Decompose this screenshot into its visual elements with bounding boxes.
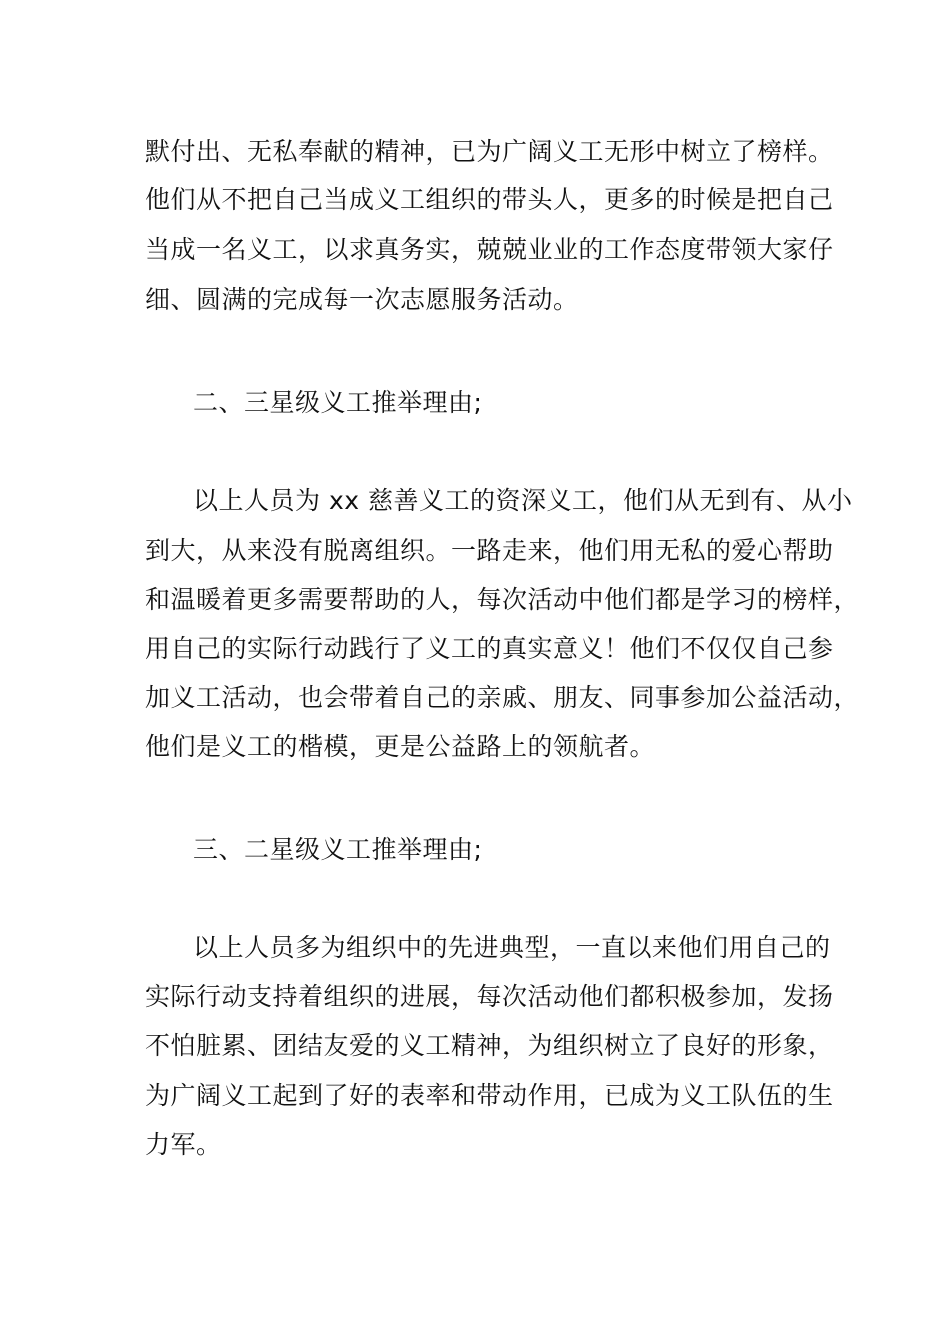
paragraph-1-line: 当成一名义工，以求真务实，兢兢业业的工作态度带领大家仔 (145, 235, 834, 264)
section-heading-3: 三、二星级义工推举理由; (193, 835, 483, 864)
paragraph-2-line: 用自己的实际行动践行了义工的真实意义！他们不仅仅自己参 (145, 634, 834, 663)
paragraph-1-line: 默付出、无私奉献的精神，已为广阔义工无形中树立了榜样。 (145, 137, 834, 166)
section-heading-2: 二、三星级义工推举理由; (193, 388, 483, 417)
paragraph-2-line: 到大，从来没有脱离组织。一路走来，他们用无私的爱心帮助 (145, 536, 834, 565)
paragraph-3-line: 为广阔义工起到了好的表率和带动作用，已成为义工队伍的生 (145, 1081, 834, 1110)
paragraph-3-line: 实际行动支持着组织的进展，每次活动他们都积极参加，发扬 (145, 982, 834, 1011)
paragraph-2-line: 加义工活动，也会带着自己的亲戚、朋友、同事参加公益活动， (145, 683, 860, 712)
paragraph-2-line: 和温暖着更多需要帮助的人，每次活动中他们都是学习的榜样， (145, 585, 860, 614)
paragraph-3-line: 力军。 (145, 1130, 222, 1159)
paragraph-3-line: 不怕脏累、团结友爱的义工精神，为组织树立了良好的形象， (145, 1031, 834, 1060)
paragraph-1-line: 细、圆满的完成每一次志愿服务活动。 (145, 285, 579, 314)
paragraph-2-line: 他们是义工的楷模，更是公益路上的领航者。 (145, 732, 656, 761)
paragraph-2-line: 以上人员为 xx 慈善义工的资深义工，他们从无到有、从小 (193, 486, 853, 515)
paragraph-3-line: 以上人员多为组织中的先进典型，一直以来他们用自己的 (193, 933, 831, 962)
paragraph-1-line: 他们从不把自己当成义工组织的带头人，更多的时候是把自己 (145, 185, 834, 214)
